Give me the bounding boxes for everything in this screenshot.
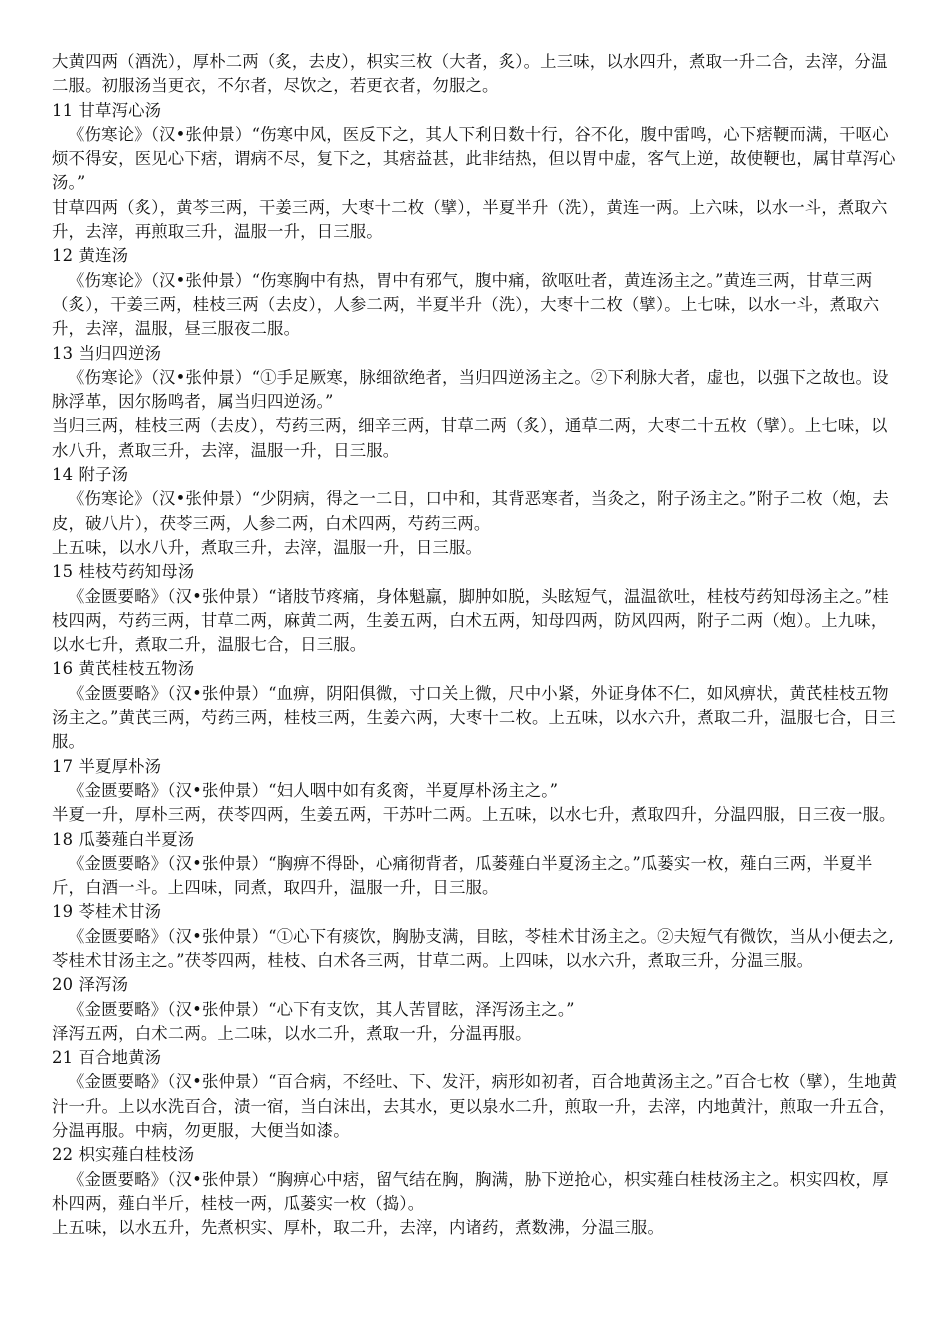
section-heading: 17 半夏厚朴汤	[52, 756, 162, 776]
section-quote: 《金匮要略》（汉•张仲景）“血痹，阴阳俱微，寸口关上微，尺中小紧，外证身体不仁，如风痹状，黄芪桂枝五物汤主之。”黄芪三两，芍药三两，桂枝三两，生姜六两，大枣十二枚。上五味，以水六升，煮取二升，温服七合，日三服。	[52, 683, 896, 752]
section-quote: 《伤寒论》（汉•张仲景）“伤寒中风，医反下之，其人下利日数十行，谷不化，腹中雷鸣，心下痞鞕而满，干呕心烦不得安，医见心下痞，谓病不尽，复下之，其痞益甚，此非结热，但以胃中虚，客气上逆，故使鞕也，属甘草泻心汤。”	[52, 124, 896, 193]
section-19	[52, 900, 900, 973]
section-quote: 《金匮要略》（汉•张仲景）“妇人咽中如有炙脔，半夏厚朴汤主之。”	[68, 780, 559, 800]
section-22	[52, 1143, 900, 1240]
section-21	[52, 1046, 900, 1143]
section-heading: 12 黄连汤	[52, 246, 129, 266]
section-17	[52, 755, 900, 828]
section-quote: 《伤寒论》（汉•张仲景）“伤寒胸中有热，胃中有邪气，腹中痛，欲呕吐者，黄连汤主之。”黄连三两，甘草三两（炙），干姜三两，桂枝三两（去皮），人参二两，半夏半升（洗），大枣十二枚（擘）。上七味，以水一斗，煮取六升，去滓，温服，昼三服夜二服。	[52, 270, 880, 339]
section-18	[52, 828, 900, 901]
section-heading: 21 百合地黄汤	[52, 1048, 162, 1068]
section-quote: 《伤寒论》（汉•张仲景）“少阴病，得之一二日，口中和，其背恶寒者，当灸之，附子汤主之。”附子二枚（炮，去皮，破八片），茯苓三两，人参二两，白术四两，芍药三两。	[52, 489, 889, 533]
document-page	[52, 50, 900, 1241]
section-20	[52, 973, 900, 1046]
section-15	[52, 560, 900, 657]
section-heading: 14 附子汤	[52, 465, 129, 485]
section-11	[52, 99, 900, 245]
section-heading: 11 甘草泻心汤	[52, 100, 162, 120]
section-heading: 20 泽泻汤	[52, 975, 129, 995]
section-quote: 《金匮要略》（汉•张仲景）“胸痹不得卧，心痛彻背者，瓜蒌薤白半夏汤主之。”瓜蒌实一枚，薤白三两，半夏半斤，白酒一斗。上四味，同煮，取四升，温服一升，日三服。	[52, 853, 873, 898]
section-recipe: 上五味，以水五升，先煮枳实、厚朴，取二升，去滓，内诸药，煮数沸，分温三服。	[52, 1218, 665, 1238]
section-quote: 《金匮要略》（汉•张仲景）“百合病，不经吐、下、发汗，病形如初者，百合地黄汤主之。”百合七枚（擘），生地黄汁一升。上以水洗百合，渍一宿，当白沫出，去其水，更以泉水二升，煎取一升，去滓，内地黄汁，煎取一升五合，分温再服。中病，勿更服，大便当如漆。	[52, 1072, 898, 1141]
section-recipe: 泽泻五两，白术二两。上二味，以水二升，煮取一升，分温再服。	[52, 1023, 532, 1043]
section-heading: 18 瓜蒌薤白半夏汤	[52, 829, 195, 849]
intro-paragraph: 大黄四两（酒洗），厚朴二两（炙，去皮），枳实三枚（大者，炙）。上三味，以水四升，煮取一升二合，去滓，分温二服。初服汤当更衣，不尔者，尽饮之，若更衣者，勿服之。	[52, 52, 888, 96]
section-quote: 《金匮要略》（汉•张仲景）“胸痹心中痞，留气结在胸，胸满，胁下逆抢心，枳实薤白桂枝汤主之。枳实四枚，厚朴四两，薤白半斤，桂枝一两，瓜蒌实一枚（捣）。	[52, 1169, 889, 1213]
section-quote: 《金匮要略》（汉•张仲景）“诸肢节疼痛，身体魁羸，脚肿如脱，头眩短气，温温欲吐，桂枝芍药知母汤主之。”桂枝四两，芍药三两，甘草二两，麻黄二两，生姜五两，白术五两，知母四两，防风四两，附子二两（炮）。上九味，以水七升，煮取二升，温服七合，日三服。	[52, 586, 889, 655]
section-heading: 13 当归四逆汤	[52, 343, 162, 363]
section-heading: 22 枳实薤白桂枝汤	[52, 1145, 195, 1165]
section-heading: 15 桂枝芍药知母汤	[52, 562, 195, 582]
section-12	[52, 244, 900, 341]
section-quote: 《金匮要略》（汉•张仲景）“心下有支饮，其人苦冒眩，泽泻汤主之。”	[68, 999, 575, 1019]
section-quote: 《金匮要略》（汉•张仲景）“①心下有痰饮，胸胁支满，目眩，苓桂术甘汤主之。②夫短气有微饮，当从小便去之,苓桂术甘汤主之。”茯苓四两，桂枝、白术各三两，甘草二两。上四味，以水六升，煮取三升，分温三服。	[52, 926, 894, 970]
section-recipe: 半夏一升，厚朴三两，茯苓四两，生姜五两，干苏叶二两。上五味，以水七升，煮取四升，分温四服，日三夜一服。	[52, 805, 896, 825]
section-heading: 19 苓桂术甘汤	[52, 902, 162, 922]
section-heading: 16 黄芪桂枝五物汤	[52, 659, 195, 679]
section-recipe: 当归三两，桂枝三两（去皮），芍药三两，细辛三两，甘草二两（炙），通草二两，大枣二十五枚（擘）。上七味，以水八升，煮取三升，去滓，温服一升，日三服。	[52, 416, 888, 460]
section-recipe: 上五味，以水八升，煮取三升，去滓，温服一升，日三服。	[52, 537, 483, 557]
section-16	[52, 657, 900, 754]
section-recipe: 甘草四两（炙），黄芩三两，干姜三两，大枣十二枚（擘），半夏半升（洗），黄连一两。上六味，以水一斗，煮取六升，去滓，再煎取三升，温服一升，日三服。	[52, 197, 888, 242]
section-14	[52, 463, 900, 560]
section-quote: 《伤寒论》（汉•张仲景）“①手足厥寒，脉细欲绝者，当归四逆汤主之。②下利脉大者，虚也，以强下之故也。设脉浮革，因尔肠鸣者，属当归四逆汤。”	[52, 367, 889, 412]
section-13	[52, 342, 900, 463]
